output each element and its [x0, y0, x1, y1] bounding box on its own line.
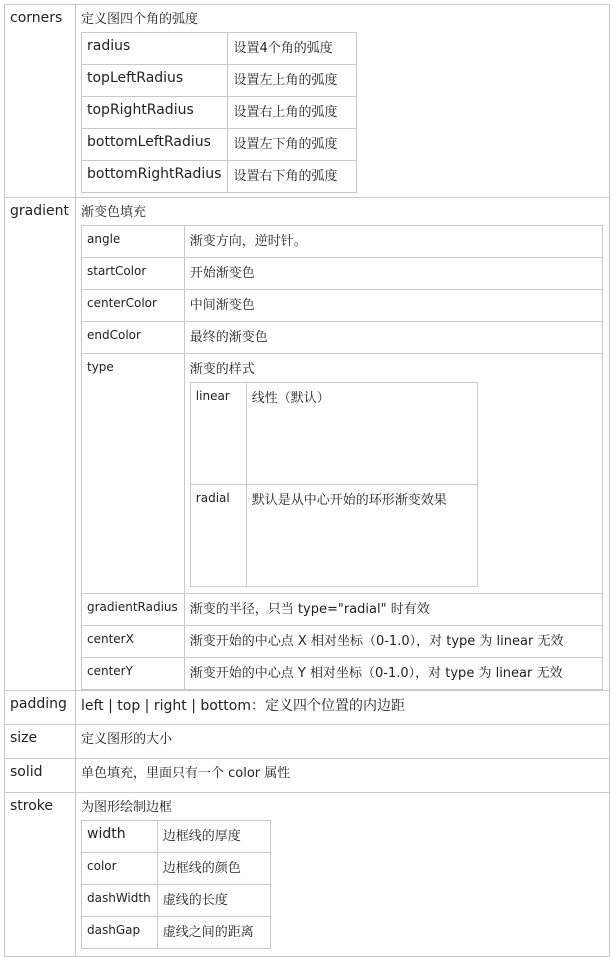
- desc-size: 定义图形的大小: [76, 725, 610, 759]
- stroke-subtable: [81, 820, 271, 949]
- row-stroke: [5, 793, 610, 957]
- value-corners: [76, 5, 610, 198]
- attr-type-value: [184, 354, 602, 594]
- desc-solid: 单色填充，里面只有一个 color 属性: [76, 759, 610, 793]
- attr-width: width: [82, 821, 158, 853]
- subtable-row: [82, 626, 603, 658]
- subtable-row: [82, 917, 271, 949]
- subtable-row: [82, 161, 357, 193]
- row-gradient: [5, 198, 610, 691]
- subtable-row: [82, 129, 357, 161]
- row-padding: [5, 691, 610, 725]
- attr-topRightRadius-desc: 设置右上角的弧度: [228, 97, 357, 129]
- value-stroke: [76, 793, 610, 957]
- desc-stroke: 为图形绘制边框: [81, 800, 173, 815]
- subtable-row: [82, 226, 603, 258]
- type-linear-desc: 线性（默认）: [246, 383, 477, 485]
- key-solid: solid: [5, 759, 76, 793]
- attr-centerY: centerY: [82, 658, 185, 690]
- attr-angle-desc: 渐变方向，逆时针。: [184, 226, 602, 258]
- subtable-row: [82, 853, 271, 885]
- subtable-row: [82, 885, 271, 917]
- attr-radius-desc: 设置4个角的弧度: [228, 33, 357, 65]
- subtable-row: [82, 33, 357, 65]
- subtable-row: [82, 258, 603, 290]
- subtable-row: [190, 485, 477, 587]
- subtable-row: [82, 821, 271, 853]
- key-stroke: stroke: [5, 793, 76, 957]
- desc-gradient: 渐变色填充: [81, 205, 147, 220]
- row-corners: [5, 5, 610, 198]
- desc-padding: left | top | right | bottom：定义四个位置的内边距: [76, 691, 610, 725]
- attr-bottomRightRadius: bottomRightRadius: [82, 161, 228, 193]
- subtable-row: [82, 290, 603, 322]
- attr-bottomRightRadius-desc: 设置右下角的弧度: [228, 161, 357, 193]
- attr-centerY-desc: 渐变开始的中心点 Y 相对坐标（0-1.0），对 type 为 linear 无效: [184, 658, 602, 690]
- attr-dashGap-desc: 虚线之间的距离: [157, 917, 270, 949]
- attr-topRightRadius: topRightRadius: [82, 97, 228, 129]
- corners-subtable: [81, 32, 357, 193]
- row-solid: [5, 759, 610, 793]
- key-padding: padding: [5, 691, 76, 725]
- attr-dashGap: dashGap: [82, 917, 158, 949]
- subtable-row: [82, 594, 603, 626]
- attr-type: type: [82, 354, 185, 594]
- attr-centerX-desc: 渐变开始的中心点 X 相对坐标（0-1.0），对 type 为 linear 无效: [184, 626, 602, 658]
- attr-type-desc: 渐变的样式: [189, 362, 255, 377]
- attribute-table: [4, 4, 610, 957]
- attr-endColor: endColor: [82, 322, 185, 354]
- attr-centerX: centerX: [82, 626, 185, 658]
- subtable-row: [82, 322, 603, 354]
- subtable-row: [82, 658, 603, 690]
- attr-color: color: [82, 853, 158, 885]
- subtable-row: [82, 97, 357, 129]
- attr-endColor-desc: 最终的渐变色: [184, 322, 602, 354]
- attr-dashWidth: dashWidth: [82, 885, 158, 917]
- attr-centerColor: centerColor: [82, 290, 185, 322]
- type-radial-desc: 默认是从中心开始的环形渐变效果: [246, 485, 477, 587]
- attr-bottomLeftRadius-desc: 设置左下角的弧度: [228, 129, 357, 161]
- attr-gradientRadius-desc: 渐变的半径，只当 type="radial" 时有效: [184, 594, 602, 626]
- desc-corners: 定义图四个角的弧度: [81, 12, 199, 27]
- subtable-row: [82, 354, 603, 594]
- key-corners: corners: [5, 5, 76, 198]
- type-subtable: [190, 382, 478, 587]
- subtable-row: [82, 65, 357, 97]
- attr-width-desc: 边框线的厚度: [157, 821, 270, 853]
- attr-topLeftRadius: topLeftRadius: [82, 65, 228, 97]
- attr-centerColor-desc: 中间渐变色: [184, 290, 602, 322]
- attr-bottomLeftRadius: bottomLeftRadius: [82, 129, 228, 161]
- type-linear: linear: [190, 383, 246, 485]
- attr-topLeftRadius-desc: 设置左上角的弧度: [228, 65, 357, 97]
- attr-radius: radius: [82, 33, 228, 65]
- subtable-row: [190, 383, 477, 485]
- attr-dashWidth-desc: 虚线的长度: [157, 885, 270, 917]
- attr-startColor-desc: 开始渐变色: [184, 258, 602, 290]
- type-radial: radial: [190, 485, 246, 587]
- key-size: size: [5, 725, 76, 759]
- attr-color-desc: 边框线的颜色: [157, 853, 270, 885]
- gradient-subtable: [81, 225, 603, 690]
- attr-startColor: startColor: [82, 258, 185, 290]
- row-size: [5, 725, 610, 759]
- value-gradient: [76, 198, 610, 691]
- attr-gradientRadius: gradientRadius: [82, 594, 185, 626]
- key-gradient: gradient: [5, 198, 76, 691]
- attr-angle: angle: [82, 226, 185, 258]
